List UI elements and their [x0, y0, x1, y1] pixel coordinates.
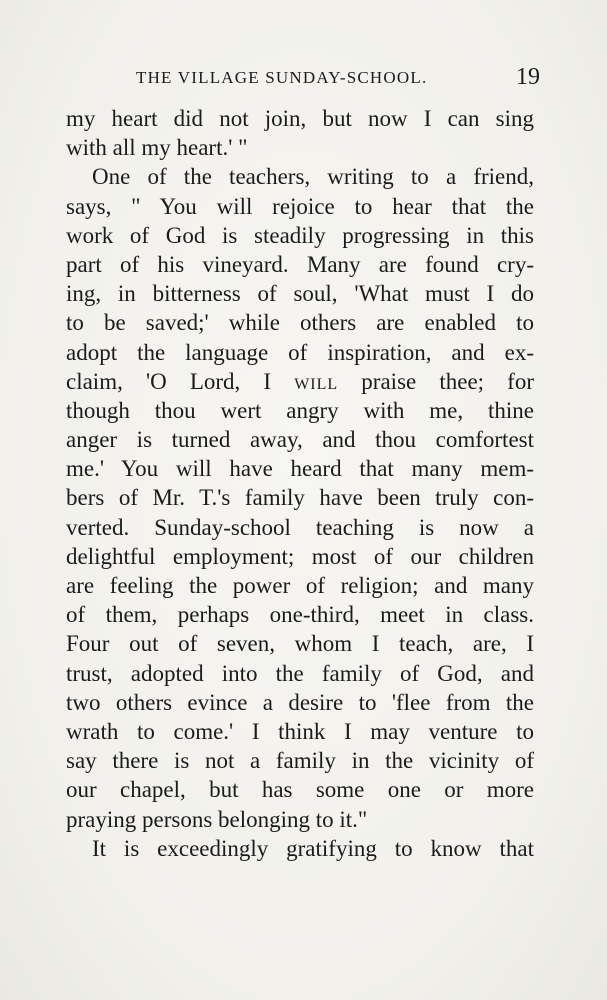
page-header — [66, 64, 540, 94]
text-line: our chapel, but has some one or more — [66, 777, 534, 803]
text-line: bers of Mr. T.'s family have been truly con- — [66, 485, 534, 511]
paragraph-first-line: It is exceedingly gratifying to know that — [92, 835, 534, 861]
text-line: verted. Sunday-school teaching is now a — [66, 514, 534, 540]
small-caps-word: will — [294, 368, 339, 394]
paragraph-first-line: One of the teachers, writing to a friend, — [92, 164, 534, 190]
text-line: adopt the language of inspiration, and ex- — [66, 339, 534, 365]
body-text — [66, 104, 534, 863]
text-line: delightful employment; most of our children — [66, 543, 534, 569]
text-line: are feeling the power of religion; and many — [66, 573, 534, 598]
text-line: wrath to come.' I think I may venture to — [66, 718, 534, 744]
text-line: two others evince a desire to 'flee from the — [66, 689, 534, 715]
text-line: say there is not a family in the vicinity of — [66, 748, 534, 774]
text-line: anger is turned away, and thou comfortest — [66, 427, 534, 453]
text-line: says, " You will rejoice to hear that the — [66, 193, 534, 219]
text-line: trust, adopted into the family of God, and — [66, 660, 534, 686]
running-title: THE VILLAGE SUNDAY-SCHOOL. — [136, 68, 428, 87]
line-segment: praise thee; for — [338, 368, 534, 394]
text-line: with all my heart.' " — [66, 135, 248, 161]
text-line — [66, 367, 534, 396]
text-line: my heart did not join, but now I can sing — [66, 106, 534, 131]
text-line: part of his vineyard. Many are found cry- — [66, 251, 534, 277]
text-line: Four out of seven, whom I teach, are, I — [66, 631, 534, 657]
text-line: of them, perhaps one-third, meet in class. — [66, 602, 534, 628]
page-number: 19 — [516, 64, 540, 90]
text-line: though thou wert angry with me, thine — [66, 397, 534, 423]
text-line: ing, in bitterness of soul, 'What must I do — [66, 281, 534, 307]
text-line: work of God is steadily progressing in this — [66, 222, 534, 248]
text-line: me.' You will have heard that many mem- — [66, 456, 534, 482]
text-line: praying persons belonging to it." — [66, 806, 368, 832]
text-line: to be saved;' while others are enabled to — [66, 310, 534, 336]
line-segment: claim, 'O Lord, I — [66, 368, 295, 394]
